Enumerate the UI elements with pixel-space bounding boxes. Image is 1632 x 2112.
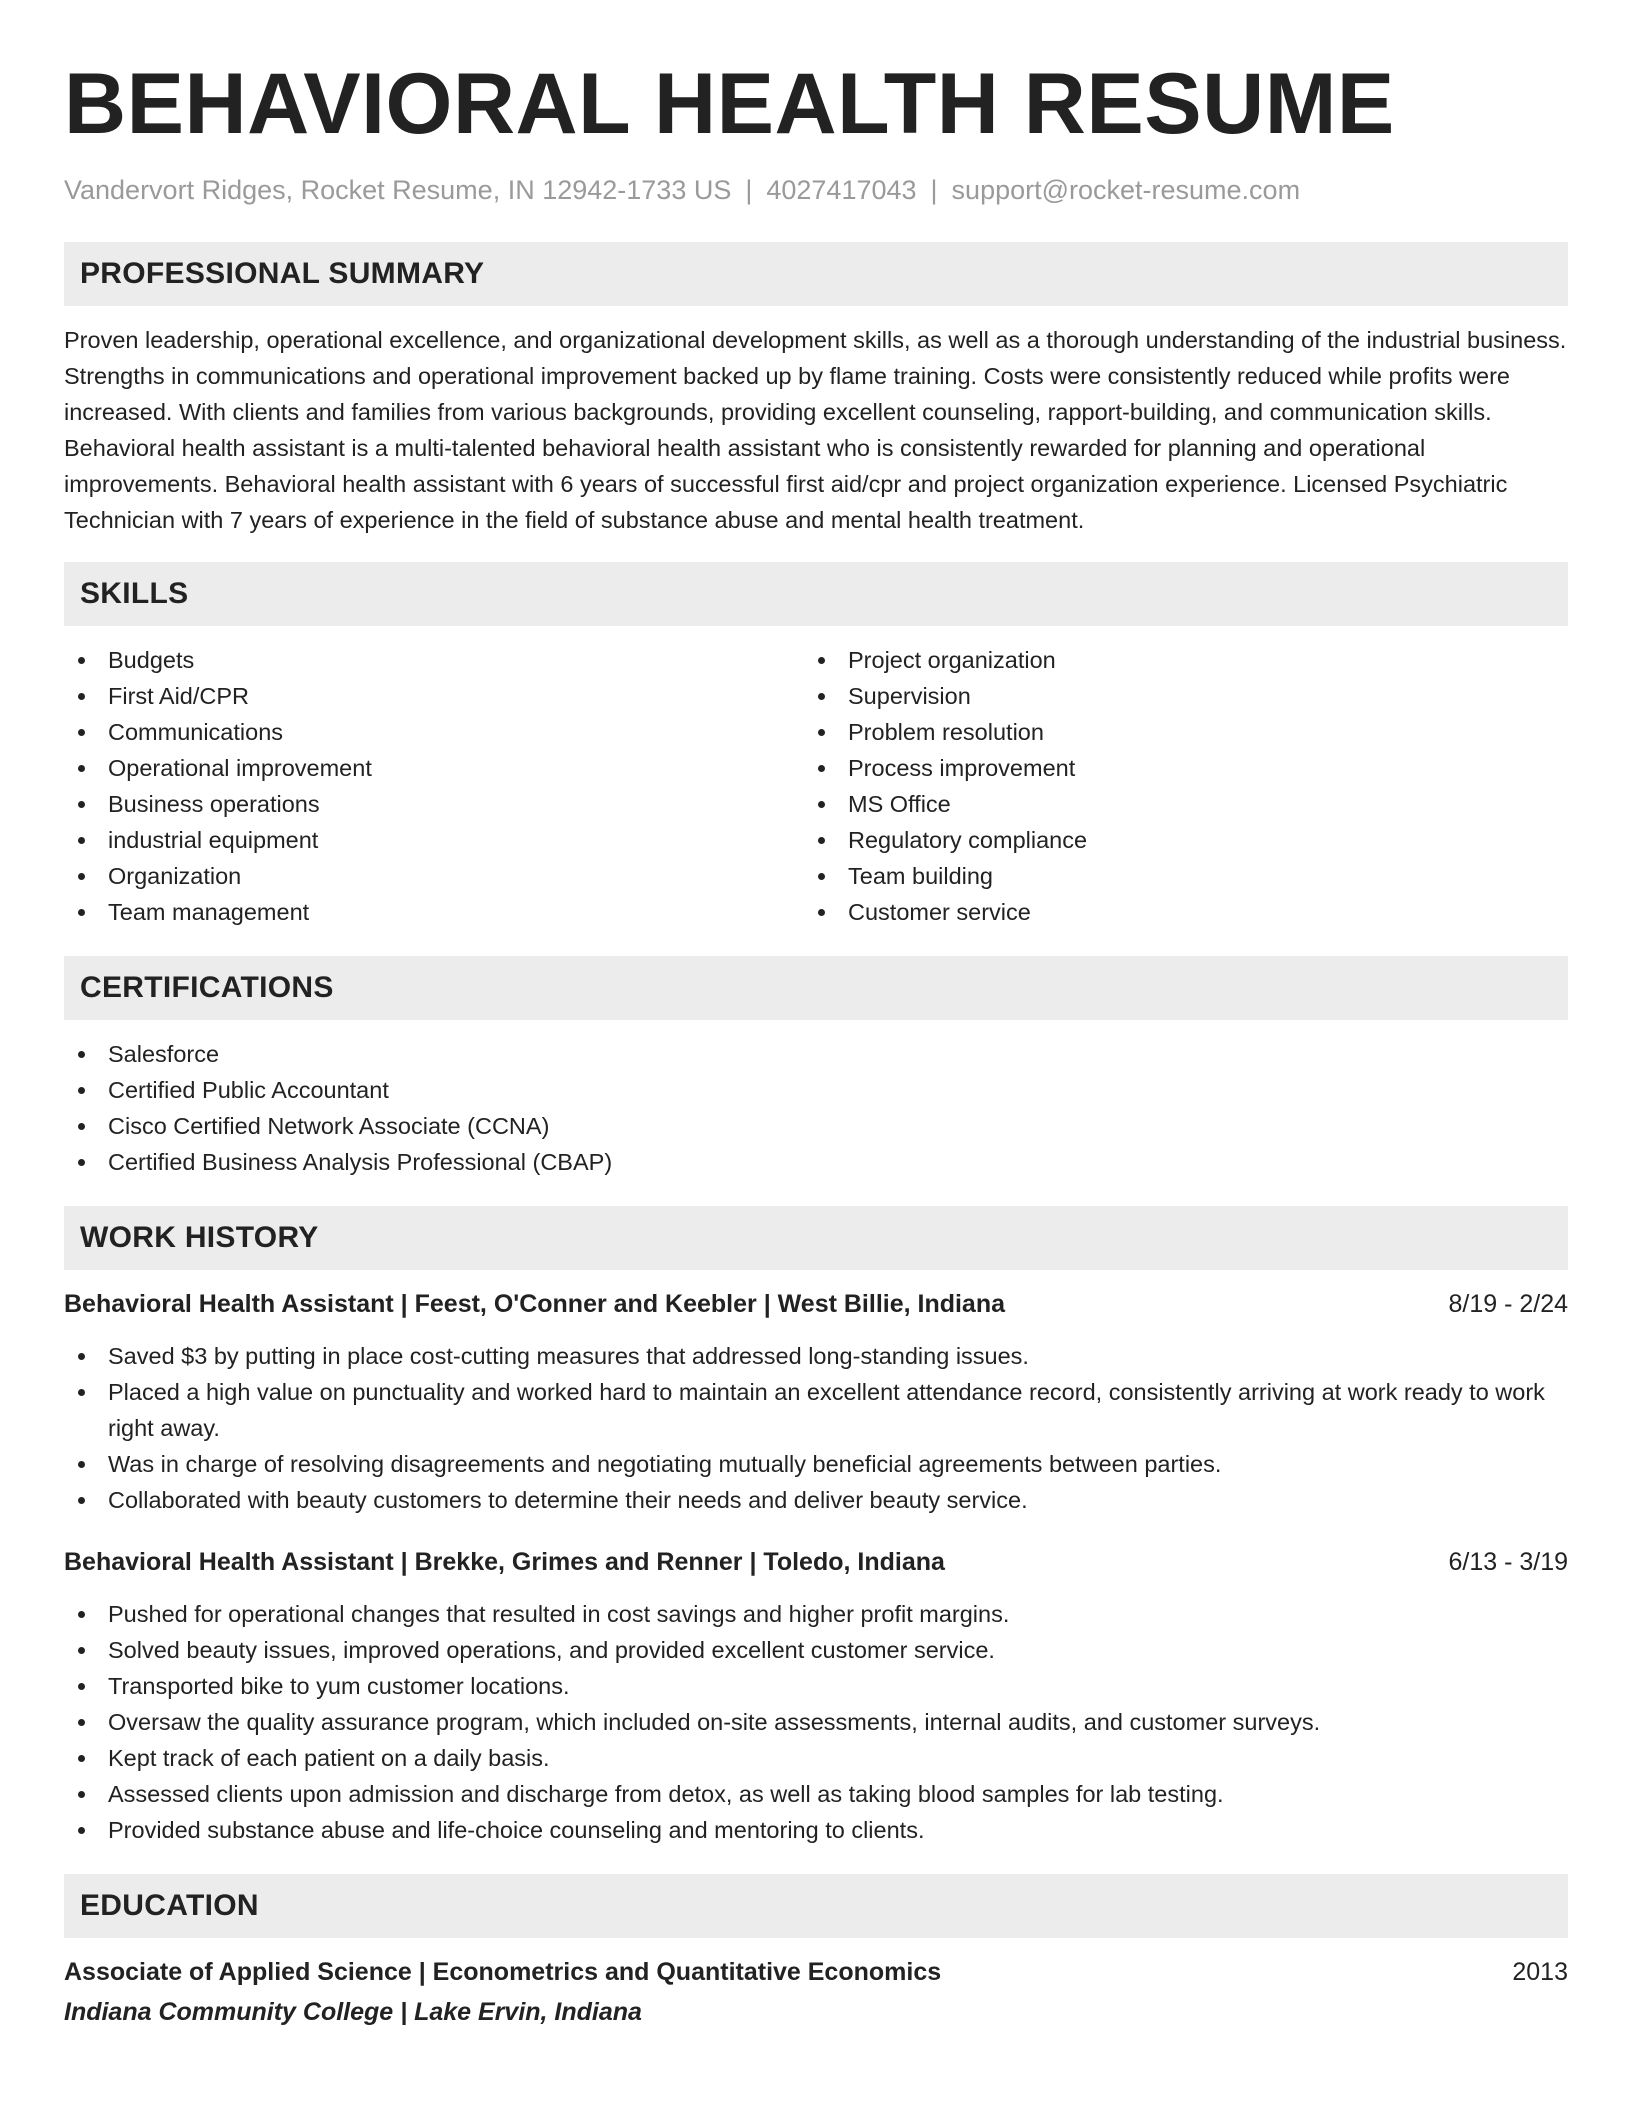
skill-item: Organization <box>64 858 804 894</box>
skill-item: Operational improvement <box>64 750 804 786</box>
certification-item: Certified Public Accountant <box>64 1072 1568 1108</box>
work-history-heading: WORK HISTORY <box>64 1206 1568 1270</box>
certification-item: Certified Business Analysis Professional (CBAP) <box>64 1144 1568 1180</box>
job-bullet: Assessed clients upon admission and discharge from detox, as well as taking blood samples for lab testing. <box>64 1776 1568 1812</box>
job-bullet: Placed a high value on punctuality and worked hard to maintain an excellent attendance record, consistently arriving at work ready to work right away. <box>64 1374 1568 1446</box>
skills-heading: SKILLS <box>64 562 1568 626</box>
job-bullet: Saved $3 by putting in place cost-cutting measures that addressed long-standing issues. <box>64 1338 1568 1374</box>
contact-separator: | <box>745 175 753 205</box>
job-header <box>64 1286 1568 1322</box>
job-bullet: Oversaw the quality assurance program, which included on-site assessments, internal audits, and customer surveys. <box>64 1704 1568 1740</box>
job-bullet: Kept track of each patient on a daily basis. <box>64 1740 1568 1776</box>
job-bullet: Collaborated with beauty customers to determine their needs and deliver beauty service. <box>64 1482 1568 1518</box>
education-header <box>64 1954 1568 1990</box>
education-entry <box>64 1954 1568 2030</box>
skills-left-list <box>64 642 804 930</box>
skill-item: Team management <box>64 894 804 930</box>
education-school: Indiana Community College | Lake Ervin, Indiana <box>64 1998 642 2026</box>
job-title: Behavioral Health Assistant | Feest, O'Conner and Keebler | West Billie, Indiana <box>64 1290 1006 1318</box>
skill-item: Project organization <box>804 642 1544 678</box>
contact-email[interactable]: support@rocket-resume.com <box>951 175 1301 205</box>
skill-item: Business operations <box>64 786 804 822</box>
summary-heading: PROFESSIONAL SUMMARY <box>64 242 1568 306</box>
job-bullet: Pushed for operational changes that resulted in cost savings and higher profit margins. <box>64 1596 1568 1632</box>
certification-item: Salesforce <box>64 1036 1568 1072</box>
job-entry <box>64 1286 1568 1518</box>
skill-item: Process improvement <box>804 750 1544 786</box>
job-title: Behavioral Health Assistant | Brekke, Grimes and Renner | Toledo, Indiana <box>64 1548 945 1576</box>
job-bullets <box>64 1596 1568 1848</box>
skills-right-list <box>804 642 1544 930</box>
contact-line <box>64 172 1568 208</box>
summary-text: Proven leadership, operational excellence, and organizational development skills, as well as a thorough understanding of the industrial business. Strengths in communications and operational improvement backed up by flame training. Costs were consistently reduced while profits were increased. With clients and families from various backgrounds, providing excellent counseling, rapport-building, and communication skills. Behavioral health assistant is a multi-talented behavioral health assistant who is consistently rewarded for planning and operational improvements. Behavioral health assistant with 6 years of successful first aid/cpr and project organization experience. Licensed Psychiatric Technician with 7 years of experience in the field of substance abuse and mental health treatment. <box>64 327 1567 533</box>
contact-separator: | <box>930 175 938 205</box>
resume-title: BEHAVIORAL HEALTH RESUME <box>64 56 1395 152</box>
skill-item: Regulatory compliance <box>804 822 1544 858</box>
job-header <box>64 1544 1568 1580</box>
job-dates: 6/13 - 3/19 <box>1448 1548 1568 1576</box>
skill-item: industrial equipment <box>64 822 804 858</box>
skill-item: MS Office <box>804 786 1544 822</box>
contact-address: Vandervort Ridges, Rocket Resume, IN 12942-1733 US <box>64 175 732 205</box>
certifications-list <box>64 1036 1568 1180</box>
skill-item: Communications <box>64 714 804 750</box>
job-entry <box>64 1544 1568 1848</box>
skill-item: Budgets <box>64 642 804 678</box>
certification-item: Cisco Certified Network Associate (CCNA) <box>64 1108 1568 1144</box>
education-heading: EDUCATION <box>64 1874 1568 1938</box>
skill-item: Team building <box>804 858 1544 894</box>
certifications-heading: CERTIFICATIONS <box>64 956 1568 1020</box>
job-bullet: Was in charge of resolving disagreements and negotiating mutually beneficial agreements between parties. <box>64 1446 1568 1482</box>
education-degree: Associate of Applied Science | Econometrics and Quantitative Economics <box>64 1958 942 1986</box>
job-bullet: Transported bike to yum customer locations. <box>64 1668 1568 1704</box>
job-bullet: Provided substance abuse and life-choice counseling and mentoring to clients. <box>64 1812 1568 1848</box>
job-bullet: Solved beauty issues, improved operations, and provided excellent customer service. <box>64 1632 1568 1668</box>
contact-phone: 4027417043 <box>766 175 917 205</box>
skill-item: First Aid/CPR <box>64 678 804 714</box>
skills-grid <box>64 642 1568 930</box>
skill-item: Problem resolution <box>804 714 1544 750</box>
education-year: 2013 <box>1512 1958 1568 1986</box>
skill-item: Customer service <box>804 894 1544 930</box>
skill-item: Supervision <box>804 678 1544 714</box>
job-bullets <box>64 1338 1568 1518</box>
job-dates: 8/19 - 2/24 <box>1448 1290 1568 1318</box>
